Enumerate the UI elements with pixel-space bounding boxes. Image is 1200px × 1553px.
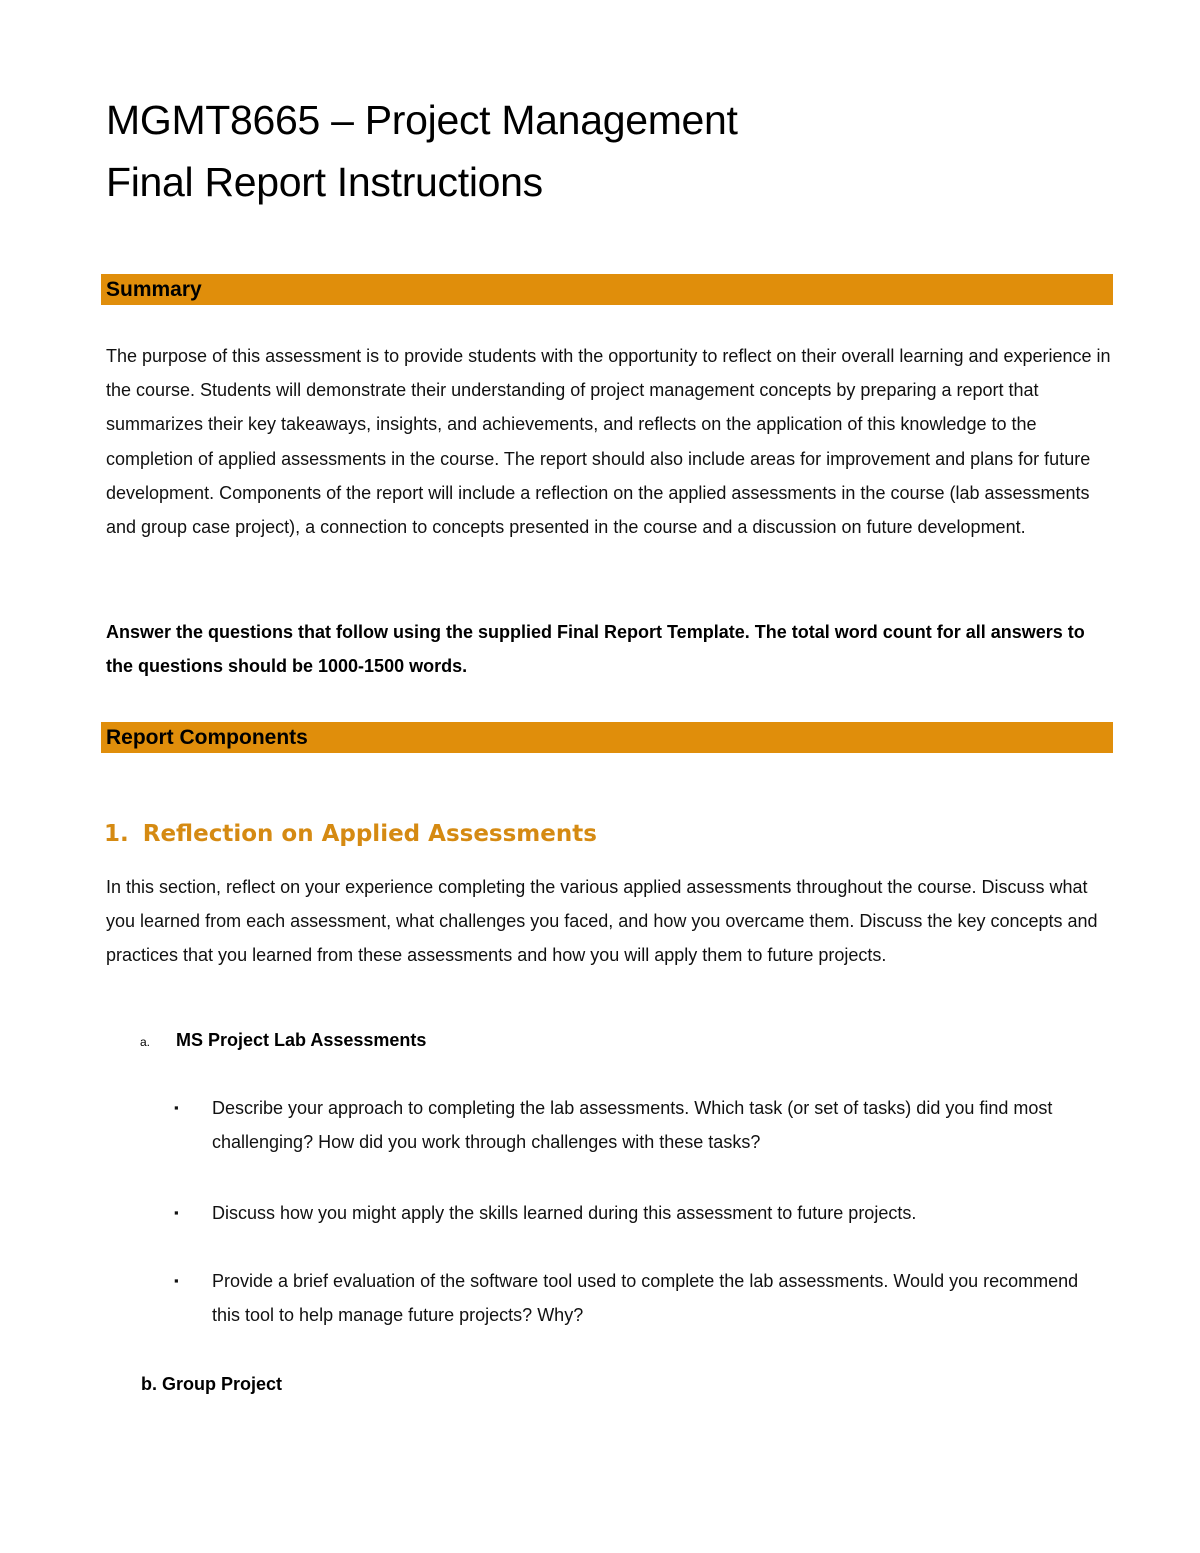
list-item-text: Provide a brief evaluation of the software tool used to complete the lab assessments. Would you recommend this tool to help manage future projects? Why? bbox=[212, 1271, 1079, 1326]
list-item-text: Describe your approach to completing the lab assessments. Which task (or set of tasks) did you find most challenging? How did you work through challenges with these tasks? bbox=[212, 1098, 1053, 1153]
bullet-square-icon: ▪ bbox=[174, 1273, 179, 1288]
reflection-section-heading bbox=[104, 815, 597, 853]
word-count-note: Answer the questions that follow using the supplied Final Report Template. The total word count for all answers to the questions should be 1000-1500 words. bbox=[106, 622, 1085, 677]
bullet-square-icon: ▪ bbox=[174, 1205, 179, 1220]
subsection-ms-project-lab bbox=[140, 1023, 426, 1059]
section-title: Reflection on Applied Assessments bbox=[142, 821, 597, 847]
list-item bbox=[174, 1196, 1104, 1230]
subsection-marker: a. bbox=[140, 1035, 151, 1049]
list-item-text: Discuss how you might apply the skills learned during this assessment to future projects. bbox=[212, 1203, 917, 1223]
reflection-paragraph: In this section, reflect on your experience completing the various applied assessments throughout the course. Discuss what you learned from each assessment, what challenges you faced, and how you overcame them. Discuss the key concepts and practices that you learned from these assessments and how you will apply them to future projects. bbox=[106, 877, 1098, 966]
bullet-square-icon: ▪ bbox=[174, 1100, 179, 1115]
summary-section-header: Summary bbox=[101, 274, 1113, 305]
subsection-group-project: b. Group Project bbox=[141, 1374, 283, 1394]
report-components-section-header: Report Components bbox=[101, 722, 1113, 753]
document-title-line2: Final Report Instructions bbox=[106, 159, 543, 205]
section-number: 1. bbox=[104, 821, 129, 847]
subsection-label: MS Project Lab Assessments bbox=[176, 1030, 427, 1050]
list-item bbox=[174, 1264, 1104, 1332]
list-item bbox=[174, 1091, 1104, 1159]
summary-paragraph: The purpose of this assessment is to provide students with the opportunity to reflect on their overall learning and experience in the course. Students will demonstrate their understanding of project management concepts by preparing a report that summarizes their key takeaways, insights, and achievements, and reflects on the application of this knowledge to the completion of applied assessments in the course. The report should also include areas for improvement and plans for future development. Components of the report will include a reflection on the applied assessments in the course (lab assessments and group case project), a connection to concepts presented in the course and a discussion on future development. bbox=[106, 346, 1111, 538]
document-title-line1: MGMT8665 – Project Management bbox=[106, 97, 738, 143]
